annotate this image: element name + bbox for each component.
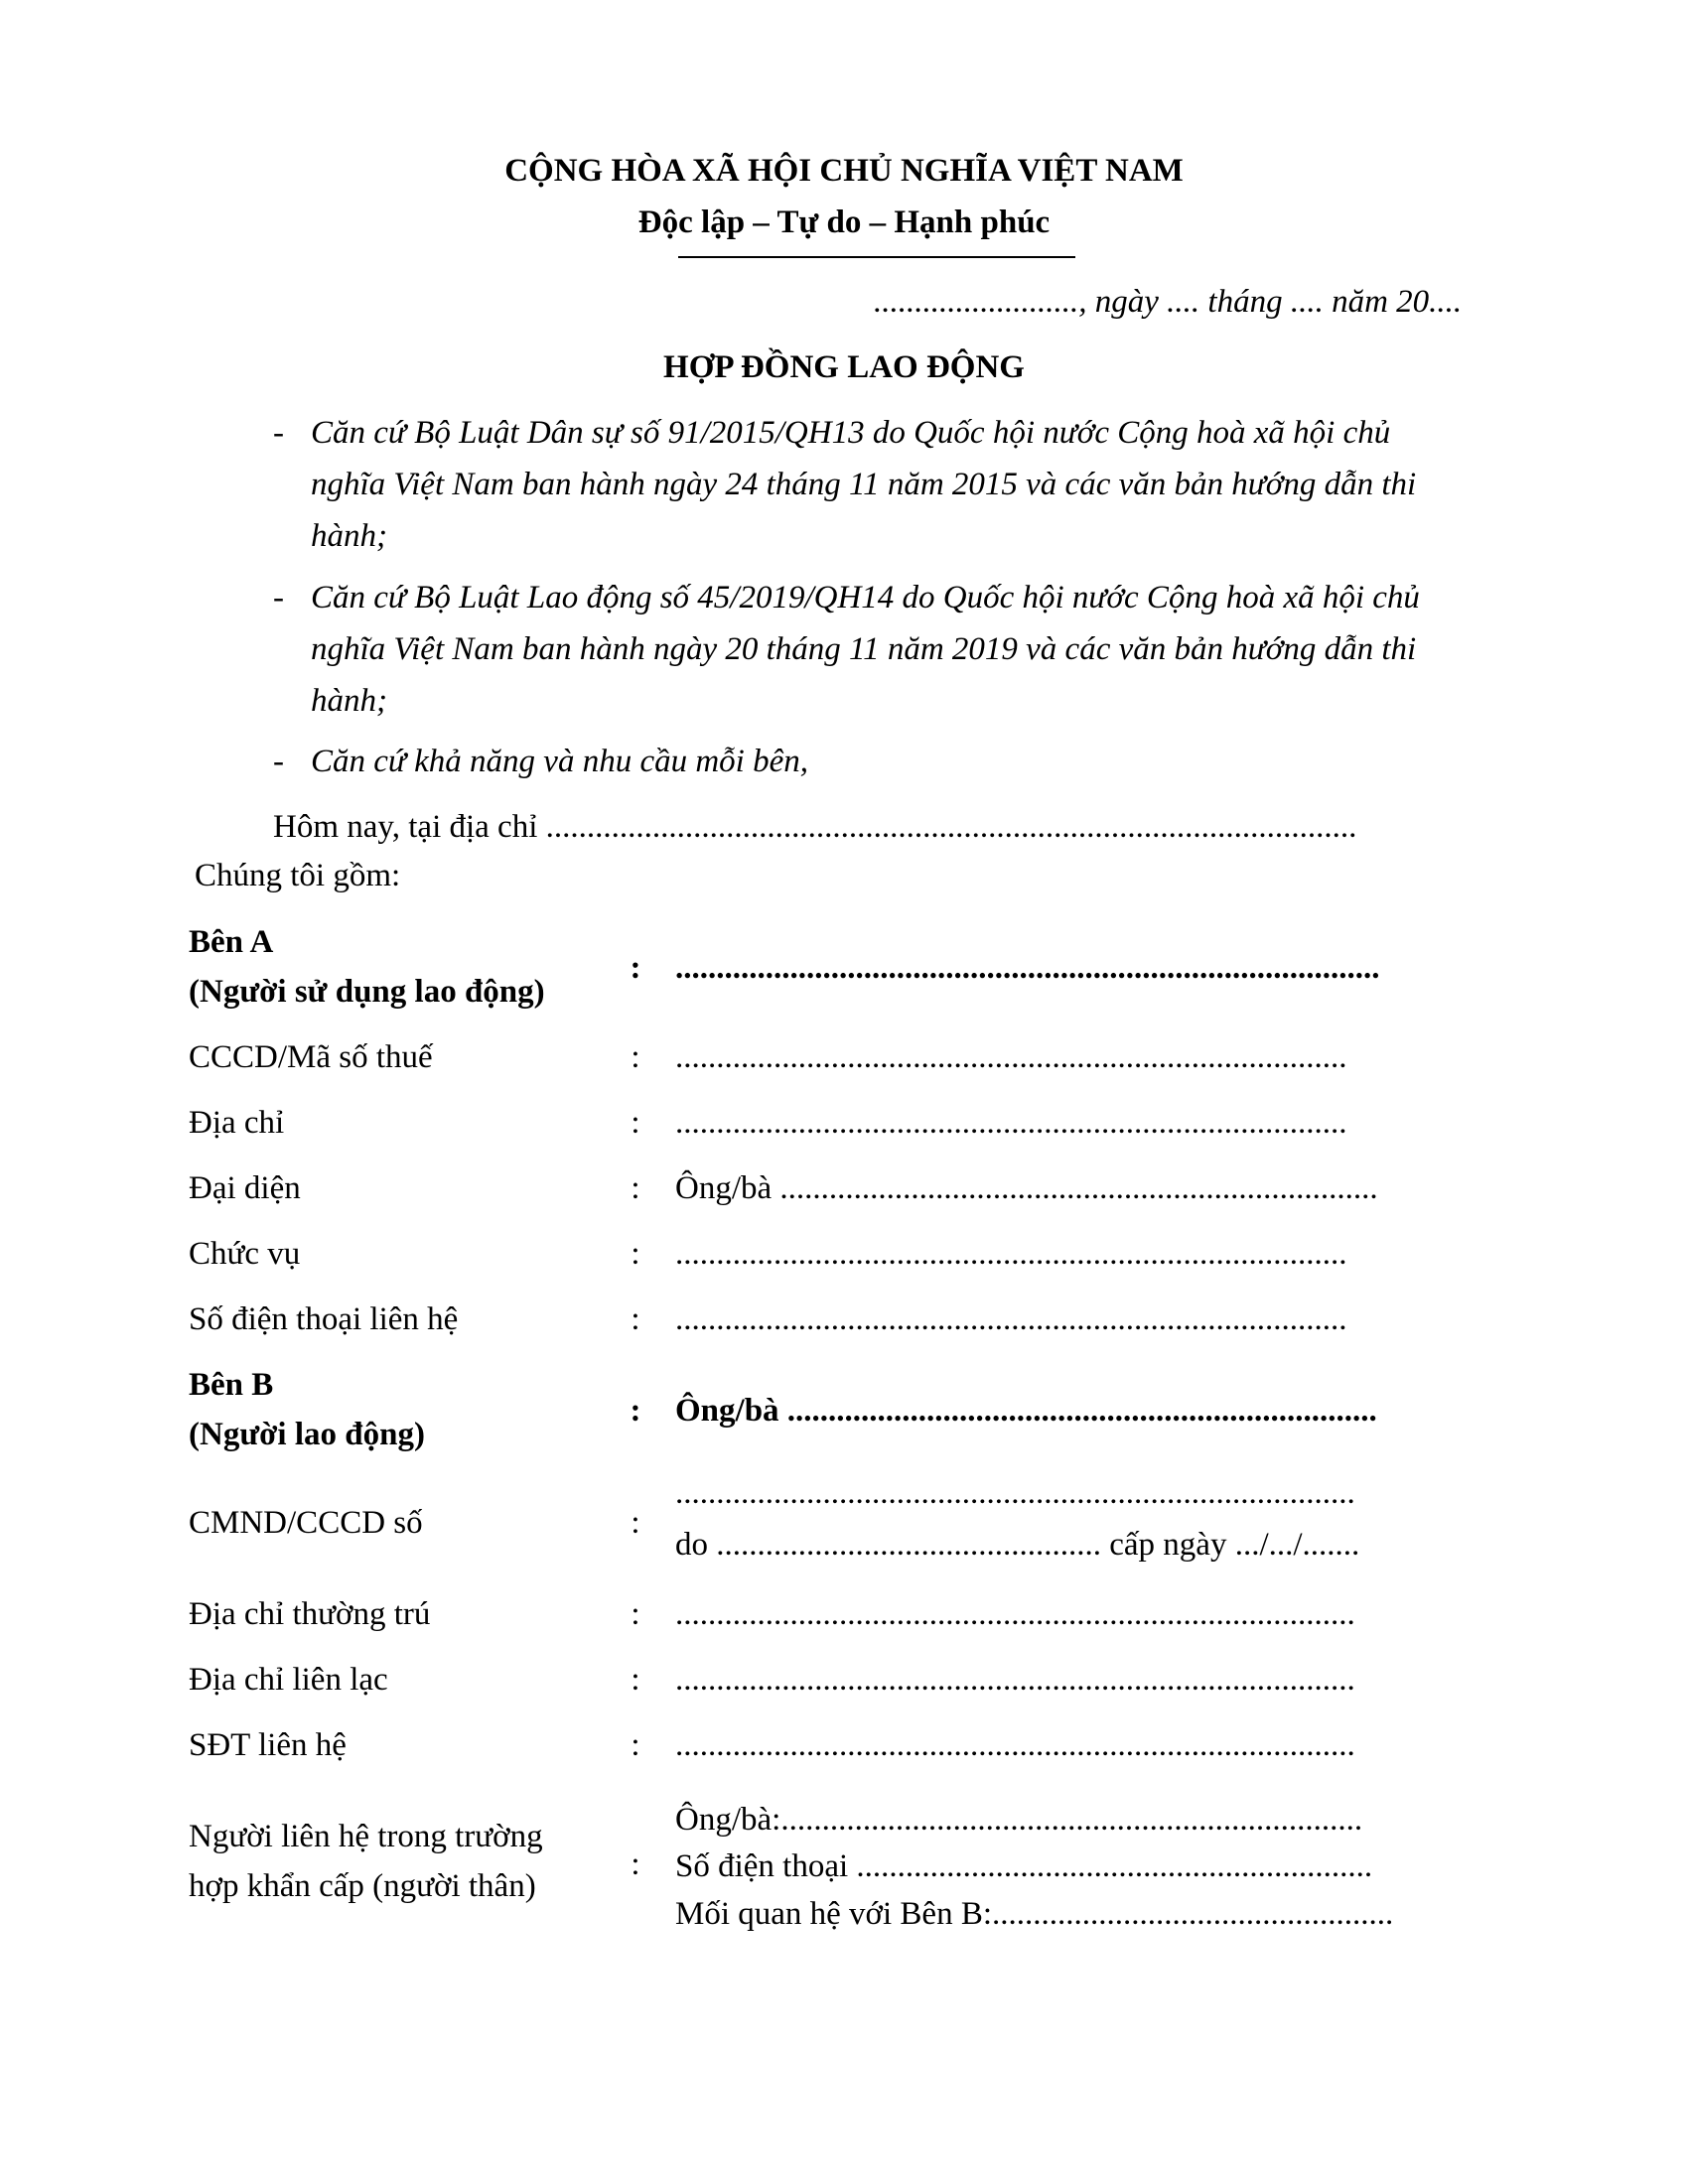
colon: : bbox=[631, 1662, 640, 1698]
field-label: Chức vụ bbox=[189, 1236, 301, 1272]
id-value: ................................................................................... bbox=[675, 1475, 1355, 1511]
colon: : bbox=[631, 1505, 640, 1541]
field-value: Ông/bà ......................................................................... bbox=[675, 1170, 1378, 1206]
party-a-heading: Bên A bbox=[189, 924, 274, 960]
date-line: ........................., ngày .... tháng .... năm 20.... bbox=[874, 284, 1463, 320]
basis-dash: - bbox=[273, 744, 284, 779]
field-label: Địa chỉ thường trú bbox=[189, 1596, 431, 1632]
basis-line: Căn cứ khả năng và nhu cầu mỗi bên, bbox=[311, 744, 808, 779]
field-label: SĐT liên hệ bbox=[189, 1727, 347, 1763]
field-label: Số điện thoại liên hệ bbox=[189, 1301, 459, 1337]
emergency-name-value: Ông/bà:....................................................................... bbox=[675, 1802, 1363, 1838]
emergency-phone-value: Số điện thoại ............................................................... bbox=[675, 1848, 1373, 1884]
field-value: ................................................................................... bbox=[675, 1727, 1355, 1763]
field-value: ................................................................................... bbox=[675, 1596, 1355, 1632]
colon: : bbox=[631, 1236, 640, 1272]
basis-line: Căn cứ Bộ Luật Dân sự số 91/2015/QH13 do Quốc hội nước Cộng hoà xã hội chủ bbox=[311, 415, 1391, 451]
field-label: CCCD/Mã số thuế bbox=[189, 1039, 433, 1075]
field-value: ................................................................................... bbox=[675, 1662, 1355, 1698]
colon: : bbox=[630, 1393, 641, 1429]
basis-line: nghĩa Việt Nam ban hành ngày 24 tháng 11 năm 2015 và các văn bản hướng dẫn thi bbox=[311, 467, 1417, 502]
emergency-contact-label: hợp khẩn cấp (người thân) bbox=[189, 1868, 536, 1904]
basis-dash: - bbox=[273, 580, 284, 615]
field-value: .................................................................................. bbox=[675, 1105, 1347, 1141]
we-include-label: Chúng tôi gồm: bbox=[195, 858, 401, 893]
field-label: Đại diện bbox=[189, 1170, 301, 1206]
field-value: .................................................................................. bbox=[675, 1039, 1347, 1075]
colon: : bbox=[631, 1596, 640, 1632]
motto-heading: Độc lập – Tự do – Hạnh phúc bbox=[637, 205, 1051, 240]
colon: : bbox=[631, 1846, 640, 1882]
colon: : bbox=[631, 1170, 640, 1206]
country-heading: CỘNG HÒA XÃ HỘI CHỦ NGHĨA VIỆT NAM bbox=[504, 153, 1184, 189]
motto-underline bbox=[678, 256, 1075, 258]
field-value: .................................................................................. bbox=[675, 1301, 1347, 1337]
basis-line: Căn cứ Bộ Luật Lao động số 45/2019/QH14 do Quốc hội nước Cộng hoà xã hội chủ bbox=[311, 580, 1420, 615]
field-label: Địa chỉ bbox=[189, 1105, 285, 1141]
field-value: .................................................................................. bbox=[675, 1236, 1347, 1272]
party-b-heading: Bên B bbox=[189, 1367, 274, 1403]
basis-line: hành; bbox=[311, 518, 387, 554]
party-a-name-value: ...................................................................................... bbox=[675, 950, 1380, 986]
emergency-contact-label: Người liên hệ trong trường bbox=[189, 1819, 543, 1854]
id-label: CMND/CCCD số bbox=[189, 1505, 423, 1541]
party-a-subheading: (Người sử dụng lao động) bbox=[189, 974, 545, 1010]
basis-line: nghĩa Việt Nam ban hành ngày 20 tháng 11 năm 2019 và các văn bản hướng dẫn thi bbox=[311, 631, 1417, 667]
id-issue-value: do ............................................... cấp ngày .../.../....... bbox=[675, 1527, 1360, 1563]
party-b-name-value: Ông/bà ........................................................................ bbox=[675, 1393, 1377, 1429]
colon: : bbox=[631, 1039, 640, 1075]
party-b-subheading: (Người lao động) bbox=[189, 1417, 425, 1452]
colon: : bbox=[631, 1105, 640, 1141]
emergency-relationship-value: Mối quan hệ với Bên B:................................................. bbox=[675, 1896, 1394, 1932]
document-title: HỢP ĐỒNG LAO ĐỘNG bbox=[663, 349, 1025, 385]
colon: : bbox=[630, 950, 641, 986]
field-label: Địa chỉ liên lạc bbox=[189, 1662, 388, 1698]
colon: : bbox=[631, 1301, 640, 1337]
colon: : bbox=[631, 1727, 640, 1763]
basis-dash: - bbox=[273, 415, 284, 451]
basis-line: hành; bbox=[311, 683, 387, 719]
today-address-line: Hôm nay, tại địa chỉ ................................................................................................... bbox=[273, 809, 1357, 845]
